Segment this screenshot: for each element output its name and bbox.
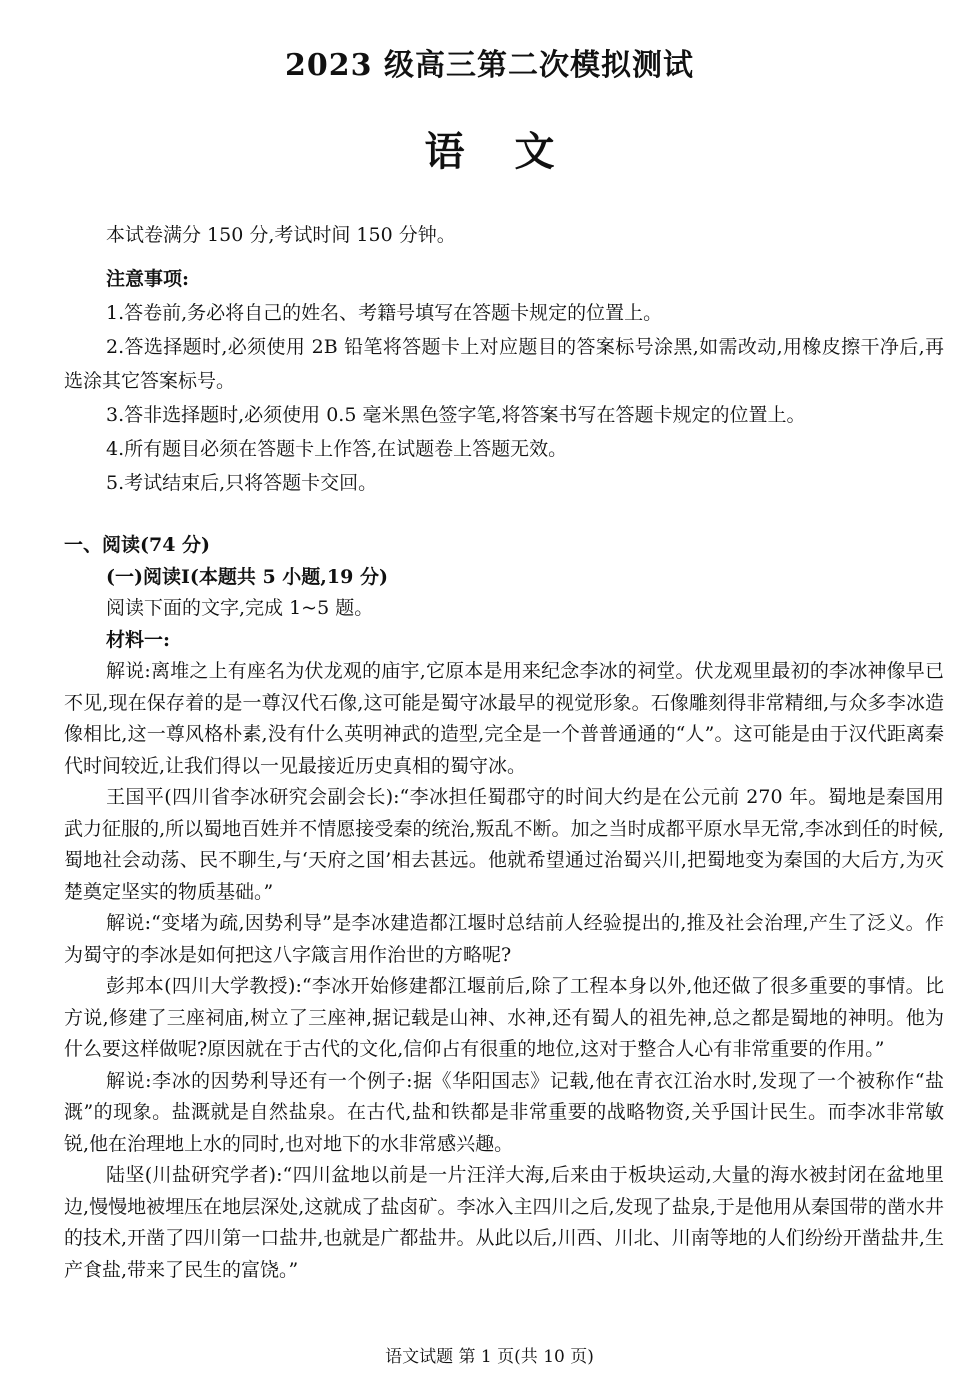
- note-item-5: 5.考试结束后,只将答题卡交回。: [106, 472, 378, 494]
- material-label: 材料一:: [106, 628, 171, 651]
- page-footer: 语文试题 第 1 页(共 10 页): [385, 1347, 594, 1367]
- subject-title: 语文: [424, 128, 605, 175]
- paragraph: 陆坚(川盐研究学者):“四川盆地以前是一片汪洋大海,后来由于板块运动,大量的海水被封闭在盆地里边,慢慢地被埋压在地层深处,这就成了盐卤矿。李冰入主四川之后,发现了盐泉,于是他用从秦国带的凿水井的技术,开凿了四川第一口盐井,也就是广都盐井。从此以后,川西、川北、川南等地的人们纷纷开凿盐井,生产食盐,带来了民生的富饶。”: [64, 1164, 944, 1281]
- note-item-4: 4.所有题目必须在答题卡上作答,在试题卷上答题无效。: [106, 438, 568, 460]
- paragraph: 解说:“变堵为疏,因势利导”是李冰建造都江堰时总结前人经验提出的,推及社会治理,产生了泛义。作为蜀守的李冰是如何把这八字箴言用作治世的方略呢?: [64, 912, 944, 966]
- note-item-2: 2.答选择题时,必须使用 2B 铅笔将答题卡上对应题目的答案标号涂黑,如需改动,用橡皮擦干净后,再选涂其它答案标号。: [64, 336, 944, 392]
- notes-heading: 注意事项:: [106, 268, 190, 290]
- paragraph: 王国平(四川省李冰研究会副会长):“李冰担任蜀郡守的时间大约是在公元前 270 年。蜀地是秦国用武力征服的,所以蜀地百姓并不情愿接受秦的统治,叛乱不断。加之当时成都平原水旱无常,李冰到任的时候,蜀地社会动荡、民不聊生,与‘天府之国’相去甚远。他就希望通过治蜀兴川,把蜀地变为秦国的大后方,为灭楚奠定坚实的物质基础。”: [64, 786, 944, 903]
- notes-block: [64, 262, 944, 500]
- sub-heading: (一)阅读Ⅰ(本题共 5 小题,19 分): [106, 565, 388, 588]
- reading-section: [64, 530, 944, 1286]
- paragraph: 彭邦本(四川大学教授):“李冰开始修建都江堰前后,除了工程本身以外,他还做了很多重要的事情。比方说,修建了三座祠庙,树立了三座神,据记载是山神、水神,还有蜀人的祖先神,总之都是蜀地的神明。他为什么要这样做呢?原因就在于古代的文化,信仰占有很重的地位,这对于整合人心有非常重要的作用。”: [64, 975, 944, 1060]
- note-item-1: 1.答卷前,务必将自己的姓名、考籍号填写在答题卡规定的位置上。: [106, 302, 663, 324]
- paragraph: 解说:李冰的因势利导还有一个例子:据《华阳国志》记载,他在青衣江治水时,发现了一个被称作“盐溉”的现象。盐溉就是自然盐泉。在古代,盐和铁都是非常重要的战略物资,关乎国计民生。而李冰非常敏锐,他在治理地上水的同时,也对地下的水非常感兴趣。: [64, 1069, 944, 1155]
- section-heading: 一、阅读(74 分): [64, 534, 211, 556]
- paragraph: 解说:离堆之上有座名为伏龙观的庙宇,它原本是用来纪念李冰的祠堂。伏龙观里最初的李冰神像早已不见,现在保存着的是一尊汉代石像,这可能是蜀守冰最早的视觉形象。石像雕刻得非常精细,与众多李冰造像相比,这一尊风格朴素,没有什么英明神武的造型,完全是一个普普通通的“人”。这可能是由于汉代距离秦代时间较近,让我们得以一见最接近历史真相的蜀守冰。: [64, 660, 944, 777]
- instruction: 阅读下面的文字,完成 1~5 题。: [106, 597, 374, 619]
- note-item-3: 3.答非选择题时,必须使用 0.5 毫米黑色签字笔,将答案书写在答题卡规定的位置上。: [106, 404, 806, 426]
- exam-info: 本试卷满分 150 分,考试时间 150 分钟。: [106, 224, 456, 246]
- exam-title: 2023 级高三第二次模拟测试: [285, 48, 694, 83]
